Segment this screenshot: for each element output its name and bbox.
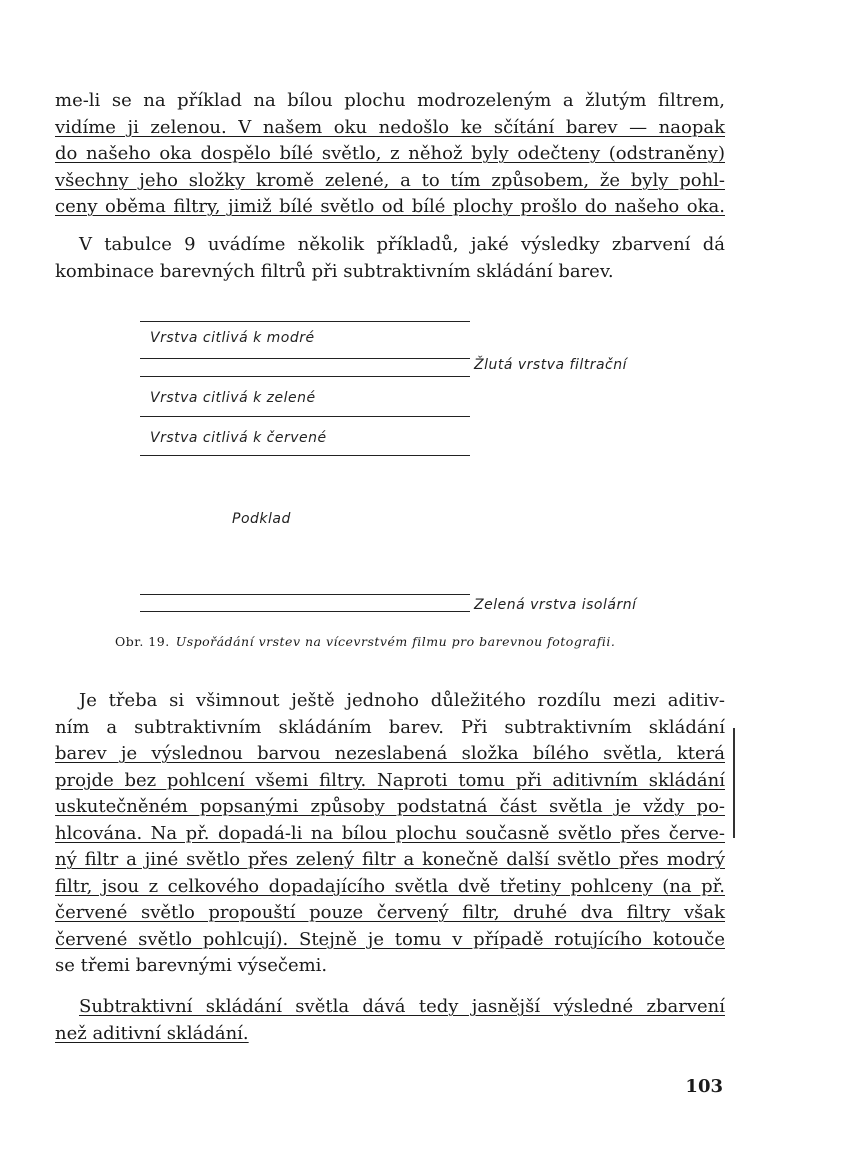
layer-rule-2 [140, 358, 470, 359]
page-number: 103 [685, 1076, 723, 1097]
paragraph-2 [55, 232, 725, 285]
paragraph-1-line-1: me-li se na příklad na bílou plochu modrozeleným a žlutým filtrem, [55, 90, 725, 111]
label-layer-blue: Vrstva citlivá k modré [150, 330, 315, 346]
label-layer-yellow: Žlutá vrstva filtrační [474, 357, 628, 373]
paragraph-2-line-1: V tabulce 9 uvádíme několik příkladů, jaké výsledky zbarvení dá [79, 234, 725, 255]
label-base: Podklad [232, 511, 291, 527]
paragraph-3-line-2: ním a subtraktivním skládáním barev. Při subtraktivním skládání [55, 716, 725, 738]
label-layer-green: Vrstva citlivá k zelené [150, 390, 316, 406]
paragraph-4 [55, 994, 725, 1047]
layer-rule-top [140, 321, 470, 322]
layer-rule-5 [140, 455, 470, 456]
label-layer-red: Vrstva citlivá k červené [150, 430, 327, 446]
paragraph-3-line-5: uskutečněném popsanými způsoby podstatná část světla je vždy po- [55, 796, 725, 817]
paragraph-1-line-2: vidíme ji zelenou. V našem oku nedošlo ke sčítání barev — naopak [55, 116, 725, 138]
layer-rule-4 [140, 416, 470, 417]
paragraph-1-line-3: do našeho oka dospělo bílé světlo, z něhož byly odečteny (odstraněny) [55, 143, 725, 164]
layer-rule-6 [140, 594, 470, 595]
margin-mark [733, 728, 735, 838]
paragraph-3-line-10: červené světlo pohlcují). Stejně je tomu v případě rotujícího kotouče [55, 928, 725, 950]
paragraph-3-line-11: se třemi barevnými výsečemi. [55, 955, 328, 976]
paragraph-3-line-4: projde bez pohlcení všemi filtry. Naproti tomu při aditivním skládání [55, 769, 725, 791]
caption-text: Uspořádání vrstev na vícevrstvém filmu pro barevnou fotografii. [175, 634, 616, 649]
paragraph-3-line-3: barev je výslednou barvou nezeslabená složka bílého světla, která [55, 743, 725, 764]
paragraph-1-line-4: všechny jeho složky kromě zelené, a to tím způsobem, že byly pohl- [55, 169, 725, 191]
paragraph-3-line-7: ný filtr a jiné světlo přes zelený filtr a konečně další světlo přes modrý [55, 849, 725, 870]
paragraph-3-line-9: červené světlo propouští pouze červený filtr, druhé dva filtry však [55, 902, 725, 923]
label-layer-insulating: Zelená vrstva isolární [474, 597, 637, 613]
paragraph-4-line-1: Subtraktivní skládání světla dává tedy jasnější výsledné zbarvení [79, 996, 725, 1017]
paragraph-1 [55, 88, 725, 221]
paragraph-2-line-2: kombinace barevných filtrů při subtraktivním skládání barev. [55, 260, 614, 282]
layer-rule-3 [140, 376, 470, 377]
paragraph-3-line-1: Je třeba si všimnout ještě jednoho důležitého rozdílu mezi aditiv- [79, 690, 725, 711]
caption-prefix: Obr. 19. [115, 634, 170, 649]
figure-caption [115, 634, 735, 649]
paragraph-1-line-5: ceny oběma filtry, jimiž bílé světlo od bílé plochy prošlo do našeho oka. [55, 196, 725, 217]
paragraph-4-line-2: než aditivní skládání. [55, 1022, 249, 1044]
paragraph-3-line-8: filtr, jsou z celkového dopadajícího světla dvě třetiny pohlceny (na př. [55, 875, 725, 897]
layer-rule-7 [140, 611, 470, 612]
paragraph-3-line-6: hlcována. Na př. dopadá-li na bílou plochu současně světlo přes červe- [55, 822, 725, 844]
paragraph-3 [55, 688, 725, 980]
